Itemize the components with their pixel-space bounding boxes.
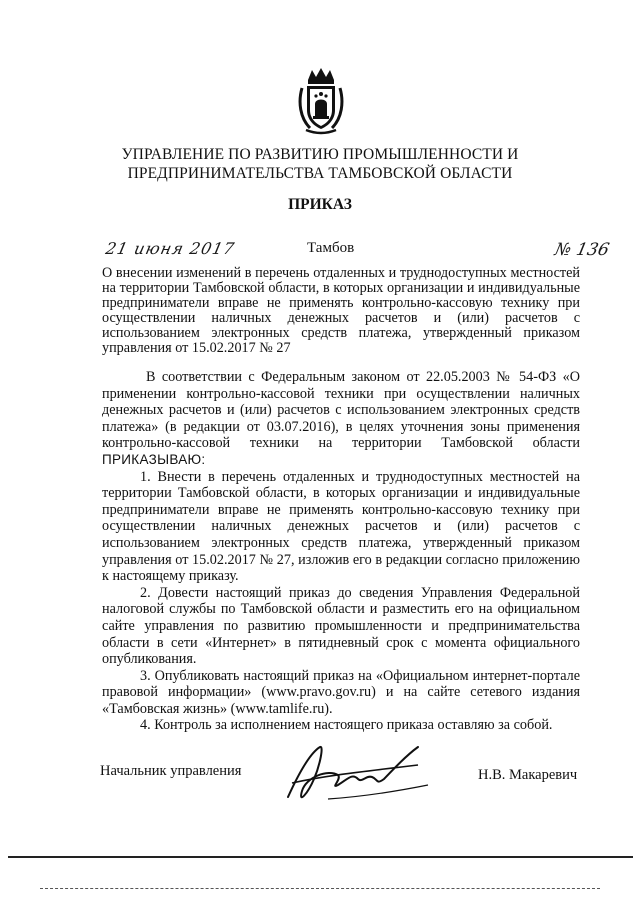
order-subject: О внесении изменений в перечень отдаленных и труднодоступных местностей на территории Тамбовской области, в которых организации и индивидуальные предприниматели вправе не применять контрольно-кассовую технику при осуществлении наличных денежных расчетов и (или) расчетов с использованием электронных средств платежа, утвержденный приказом управления от 15.02.2017 № 27 [102,265,580,356]
order-number: № 136 [552,240,612,260]
org-line-1: УПРАВЛЕНИЕ ПО РАЗВИТИЮ ПРОМЫШЛЕННОСТИ И [121,146,519,163]
org-line-2: ПРЕДПРИНИМАТЕЛЬСТВА ТАМБОВСКОЙ ОБЛАСТИ [127,165,513,182]
bottom-dashed-rule [40,888,600,889]
order-body [102,369,580,734]
order-date: 21 июня 2017 [103,239,237,258]
order-city: Тамбов [307,240,355,256]
signatory-position: Начальник управления [100,763,242,779]
coat-of-arms-icon [296,66,346,136]
organization-name [60,145,580,183]
order-item-2: 2. Довести настоящий приказ до сведения Управления Федеральной налоговой службы по Тамбовской области и разместить его на официальном сайте управления по развитию промышленности и предпринимательства области в сети «Интернет» в пятидневный срок с момента официального опубликования. [102,584,580,668]
signatory-name: Н.В. Макаревич [478,767,578,783]
order-item-1: 1. Внести в перечень отдаленных и труднодоступных местностей на территории Тамбовской области, в которых организации и индивидуальные предприниматели вправе не применять контрольно-кассовую технику при осуществлении наличных денежных расчетов и (или) расчетов с использованием электронных средств платежа, утвержденный приказом управления от 15.02.2017 № 27, изложив его в редакции согласно приложению к настоящему приказу. [102,468,580,585]
document-type: ПРИКАЗ [288,196,352,213]
preamble-text: В соответствии с Федеральным законом от 22.05.2003 № 54-ФЗ «О применении контрольно-кассовой техники при осуществлении наличных денежных расчетов и (или) расчетов с использованием электронных средств платежа» (в редакции от 03.07.2016), в целях уточнения зоны применения контрольно-кассовой техники на территории Тамбовской области [102,369,580,452]
order-word: ПРИКАЗЫВАЮ: [102,451,206,467]
preamble [102,369,580,469]
signature-icon [268,735,438,815]
order-item-4: 4. Контроль за исполнением настоящего приказа оставляю за собой. [140,717,553,734]
bottom-rule [8,856,633,858]
order-item-3: 3. Опубликовать настоящий приказ на «Официальном интернет-портале правовой информации» (www.pravo.gov.ru) и на сайте сетевого издания «Тамбовская жизнь» (www.tamlife.ru). [102,667,580,717]
